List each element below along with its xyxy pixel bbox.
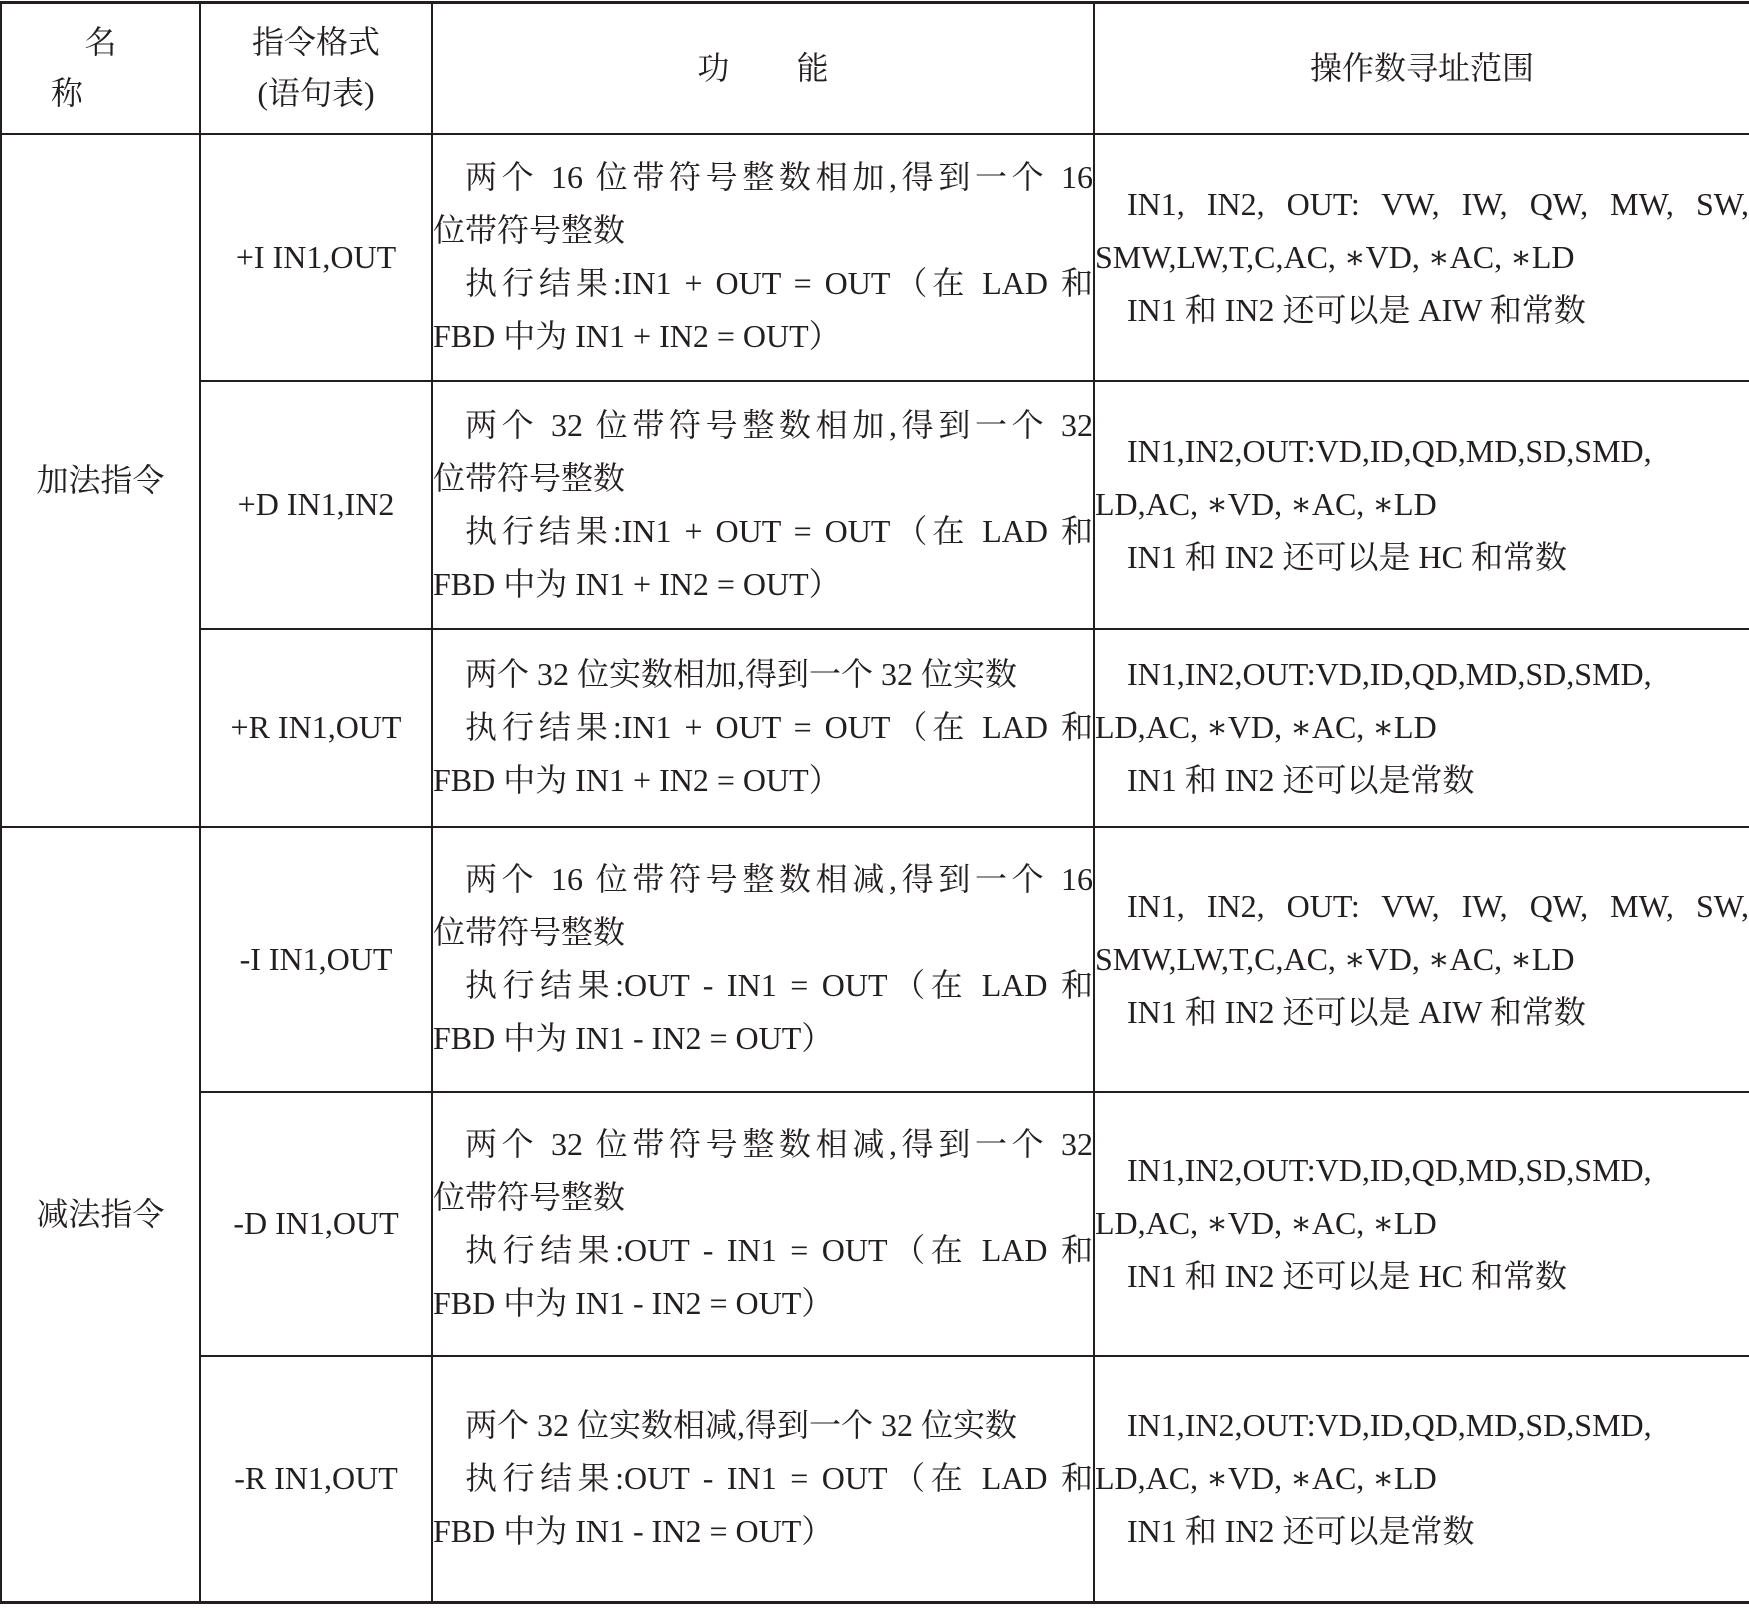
instruction-name: 加法指令	[36, 461, 165, 498]
function-line: 执行结果:OUT - IN1 = OUT（在 LAD 和	[465, 967, 1093, 1003]
operand-paragraph	[1095, 178, 1749, 284]
table-row	[1, 134, 1749, 381]
header-operands-cell	[1094, 3, 1749, 134]
function-line: FBD 中为 IN1 + IN2 = OUT）	[433, 565, 841, 602]
instruction-name-cell	[1, 827, 200, 1603]
function-cell	[432, 1092, 1094, 1356]
instruction-format: +D IN1,IN2	[237, 486, 395, 522]
function-paragraph	[433, 1452, 1093, 1558]
instruction-format: -D IN1,OUT	[233, 1205, 399, 1241]
operand-line: LD,AC, ∗VD, ∗AC, ∗LD	[1095, 1460, 1437, 1497]
function-paragraph	[433, 959, 1093, 1065]
operand-paragraph	[1095, 425, 1749, 531]
function-paragraph	[433, 505, 1093, 611]
function-line: 两个 16 位带符号整数相减,得到一个 16	[465, 861, 1093, 897]
function-line: FBD 中为 IN1 - IN2 = OUT）	[433, 1284, 834, 1321]
operand-line: IN1 和 IN2 还可以是 AIW 和常数	[1127, 291, 1586, 328]
operand-cell	[1094, 827, 1749, 1092]
table-row	[1, 1092, 1749, 1356]
function-line: 位带符号整数	[433, 212, 626, 248]
operand-paragraph	[1095, 880, 1749, 986]
instruction-format: +I IN1,OUT	[235, 238, 397, 275]
table-row	[1, 629, 1749, 827]
operand-line: IN1,IN2,OUT:VD,ID,QD,MD,SD,SMD,	[1127, 433, 1652, 469]
operand-line: IN1 和 IN2 还可以是 HC 和常数	[1127, 539, 1567, 575]
function-line: 两个 16 位带符号整数相加,得到一个 16	[465, 159, 1093, 195]
instruction-table	[0, 1, 1749, 1604]
function-line: 执行结果:OUT - IN1 = OUT（在 LAD 和	[465, 1460, 1093, 1497]
header-function-cell	[432, 3, 1094, 134]
operand-cell	[1094, 381, 1749, 629]
table-row	[1, 381, 1749, 629]
function-cell	[432, 827, 1094, 1092]
operand-line: SMW,LW,T,C,AC, ∗VD, ∗AC, ∗LD	[1095, 238, 1575, 275]
function-line: 位带符号整数	[433, 914, 626, 950]
instruction-name: 减法指令	[36, 1195, 165, 1232]
operand-cell	[1094, 1092, 1749, 1356]
header-name-cell	[1, 3, 200, 134]
operand-line: IN1, IN2, OUT: VW, IW, QW, MW, SW,	[1127, 887, 1749, 924]
operand-line: IN1,IN2,OUT:VD,ID,QD,MD,SD,SMD,	[1127, 656, 1652, 692]
function-cell	[432, 1356, 1094, 1603]
function-line: FBD 中为 IN1 - IN2 = OUT）	[433, 1020, 834, 1056]
header-function: 功能	[697, 49, 896, 86]
table-body	[1, 134, 1749, 1603]
operand-paragraph	[1095, 648, 1749, 754]
function-line: 执行结果:IN1 + OUT = OUT（在 LAD 和	[465, 709, 1093, 745]
header-format-line1: 指令格式	[251, 24, 380, 61]
operand-paragraph	[1095, 1399, 1749, 1505]
operand-line: IN1, IN2, OUT: VW, IW, QW, MW, SW,	[1127, 185, 1749, 222]
function-line: FBD 中为 IN1 - IN2 = OUT）	[433, 1513, 834, 1550]
operand-paragraph	[1095, 1144, 1749, 1250]
header-format-cell	[200, 3, 432, 134]
operand-line: IN1 和 IN2 还可以是 AIW 和常数	[1127, 993, 1586, 1030]
function-paragraph	[433, 701, 1093, 807]
operand-paragraph	[1095, 1250, 1749, 1303]
operand-line: IN1 和 IN2 还可以是常数	[1127, 1513, 1475, 1550]
instruction-format: +R IN1,OUT	[230, 709, 402, 745]
instruction-format: -I IN1,OUT	[239, 940, 393, 977]
function-paragraph	[433, 853, 1093, 959]
header-row	[1, 3, 1749, 134]
operand-line: IN1,IN2,OUT:VD,ID,QD,MD,SD,SMD,	[1127, 1407, 1652, 1444]
instruction-name-cell	[1, 134, 200, 827]
operand-cell	[1094, 629, 1749, 827]
function-line: FBD 中为 IN1 + IN2 = OUT）	[433, 762, 841, 798]
function-line: 两个 32 位实数相减,得到一个 32 位实数	[465, 1407, 1018, 1444]
function-cell	[432, 629, 1094, 827]
format-cell	[200, 1356, 432, 1603]
function-cell	[432, 381, 1094, 629]
operand-paragraph	[1095, 531, 1749, 584]
function-paragraph	[433, 151, 1093, 257]
operand-paragraph	[1095, 986, 1749, 1039]
instruction-format: -R IN1,OUT	[234, 1460, 398, 1497]
function-paragraph	[433, 648, 1093, 701]
function-paragraph	[433, 1224, 1093, 1330]
function-paragraph	[433, 1118, 1093, 1224]
function-cell	[432, 134, 1094, 381]
format-cell	[200, 1092, 432, 1356]
function-paragraph	[433, 1399, 1093, 1452]
function-line: FBD 中为 IN1 + IN2 = OUT）	[433, 318, 841, 354]
header-name: 名称	[50, 24, 184, 112]
format-cell	[200, 134, 432, 381]
operand-line: SMW,LW,T,C,AC, ∗VD, ∗AC, ∗LD	[1095, 940, 1575, 977]
operand-cell	[1094, 1356, 1749, 1603]
format-cell	[200, 381, 432, 629]
table-row	[1, 827, 1749, 1092]
function-line: 位带符号整数	[433, 1178, 626, 1215]
operand-line: IN1,IN2,OUT:VD,ID,QD,MD,SD,SMD,	[1127, 1152, 1652, 1188]
operand-line: IN1 和 IN2 还可以是 HC 和常数	[1127, 1258, 1567, 1294]
function-paragraph	[433, 399, 1093, 505]
function-line: 两个 32 位带符号整数相减,得到一个 32	[465, 1125, 1093, 1162]
header-operands: 操作数寻址范围	[1309, 49, 1534, 86]
operand-line: IN1 和 IN2 还可以是常数	[1127, 762, 1475, 798]
format-cell	[200, 827, 432, 1092]
function-line: 两个 32 位带符号整数相加,得到一个 32	[465, 406, 1093, 443]
function-line: 执行结果:IN1 + OUT = OUT（在 LAD 和	[465, 512, 1093, 549]
function-line: 两个 32 位实数相加,得到一个 32 位实数	[465, 656, 1018, 692]
operand-line: LD,AC, ∗VD, ∗AC, ∗LD	[1095, 1205, 1437, 1241]
format-cell	[200, 629, 432, 827]
operand-cell	[1094, 134, 1749, 381]
function-line: 位带符号整数	[433, 459, 626, 496]
function-line: 执行结果:IN1 + OUT = OUT（在 LAD 和	[465, 265, 1093, 301]
function-line: 执行结果:OUT - IN1 = OUT（在 LAD 和	[465, 1231, 1093, 1268]
function-paragraph	[433, 257, 1093, 363]
operand-line: LD,AC, ∗VD, ∗AC, ∗LD	[1095, 709, 1437, 745]
table-row	[1, 1356, 1749, 1603]
header-format-line2: (语句表)	[257, 75, 375, 112]
operand-line: LD,AC, ∗VD, ∗AC, ∗LD	[1095, 486, 1437, 522]
operand-paragraph	[1095, 754, 1749, 807]
operand-paragraph	[1095, 284, 1749, 337]
operand-paragraph	[1095, 1505, 1749, 1558]
